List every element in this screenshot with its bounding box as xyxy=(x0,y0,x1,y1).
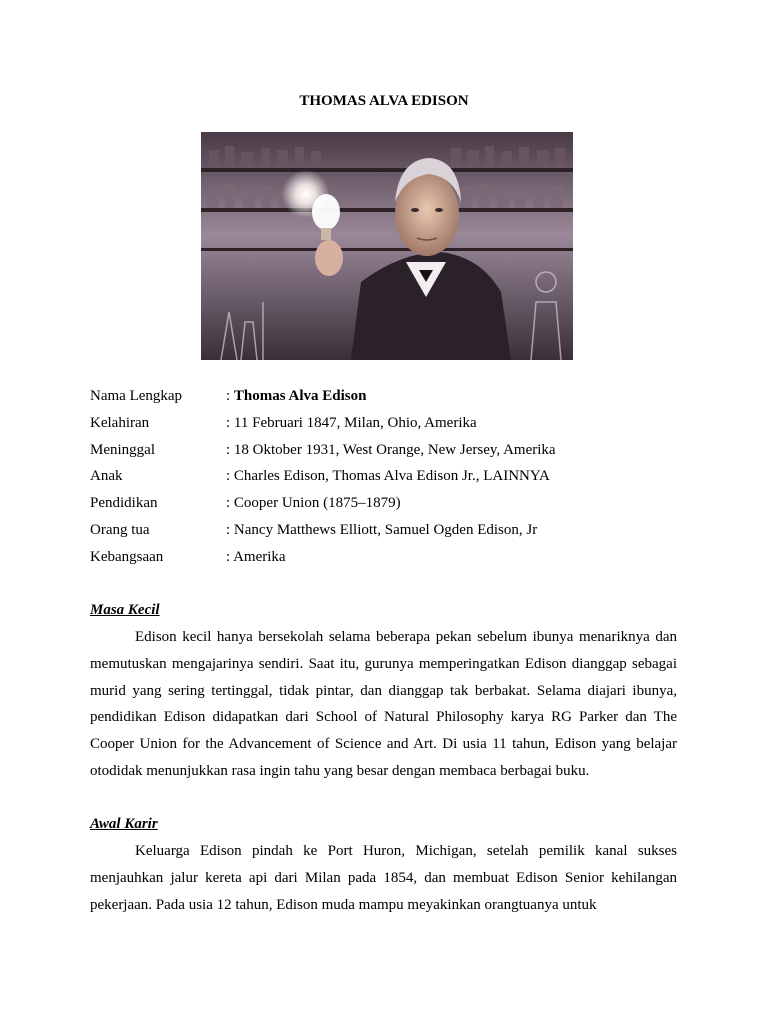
bio-row-children xyxy=(90,463,556,490)
section-heading-awal-karir: Awal Karir xyxy=(90,816,158,832)
bio-separator: : xyxy=(226,548,234,565)
bio-value: Amerika xyxy=(233,548,286,565)
bio-separator: : xyxy=(226,495,234,512)
bio-label: Anak xyxy=(90,468,123,485)
bio-separator: : xyxy=(226,521,234,538)
bio-value: Charles Edison, Thomas Alva Edison Jr., LAINNYA xyxy=(233,468,550,485)
bio-label: Kebangsaan xyxy=(90,548,164,565)
bio-separator: : xyxy=(226,414,234,431)
bio-row-education xyxy=(90,490,556,517)
bio-value: Cooper Union (1875–1879) xyxy=(233,495,401,512)
bio-label: Nama Lengkap xyxy=(90,388,183,404)
bio-label: Kelahiran xyxy=(90,414,150,431)
page-title: THOMAS ALVA EDISON xyxy=(299,93,469,109)
section-heading-masa-kecil: Masa Kecil xyxy=(90,602,160,618)
bio-label: Meninggal xyxy=(90,441,155,458)
bio-value: 11 Februari 1847, Milan, Ohio, Amerika xyxy=(233,414,477,431)
bio-table xyxy=(90,383,556,571)
bio-label: Pendidikan xyxy=(90,495,158,512)
bio-separator: : xyxy=(226,468,234,485)
paragraph-masa-kecil: Edison kecil hanya bersekolah selama beberapa pekan sebelum ibunya menariknya dan memutuskan mengajarinya sendiri. Saat itu, gurunya memperingatkan Edison dianggap sebagai murid yang sering tertinggal, tidak pintar, dan dianggap tak berbakat. Selama diajari ibunya, pendidikan Edison didapatkan dari School of Natural Philosophy karya RG Parker dan The Cooper Union for the Advancement of Science and Art. Di usia 11 tahun, Edison yang belajar otodidak menunjukkan rasa ingin tahu yang besar dengan membaca berbagai buku. xyxy=(90,629,677,779)
bio-row-death xyxy=(90,437,556,464)
bio-value: Nancy Matthews Elliott, Samuel Ogden Edison, Jr xyxy=(233,521,538,538)
bio-separator: : xyxy=(226,441,234,458)
bio-value: Thomas Alva Edison xyxy=(233,388,367,404)
bio-row-parents xyxy=(90,517,556,544)
bio-row-full-name xyxy=(90,383,556,410)
bio-value: 18 Oktober 1931, West Orange, New Jersey, Amerika xyxy=(233,441,556,458)
bio-separator: : xyxy=(226,388,234,404)
portrait-image xyxy=(201,132,573,360)
bio-label: Orang tua xyxy=(90,521,150,538)
bio-row-birth xyxy=(90,410,556,437)
paragraph-awal-karir: Keluarga Edison pindah ke Port Huron, Michigan, setelah pemilik kanal sukses menjauhkan jalur kereta api dari Milan pada 1854, dan membuat Edison Senior kehilangan pekerjaan. Pada usia 12 tahun, Edison muda mampu meyakinkan orangtuanya untuk xyxy=(90,843,677,913)
bio-row-nationality xyxy=(90,544,556,571)
